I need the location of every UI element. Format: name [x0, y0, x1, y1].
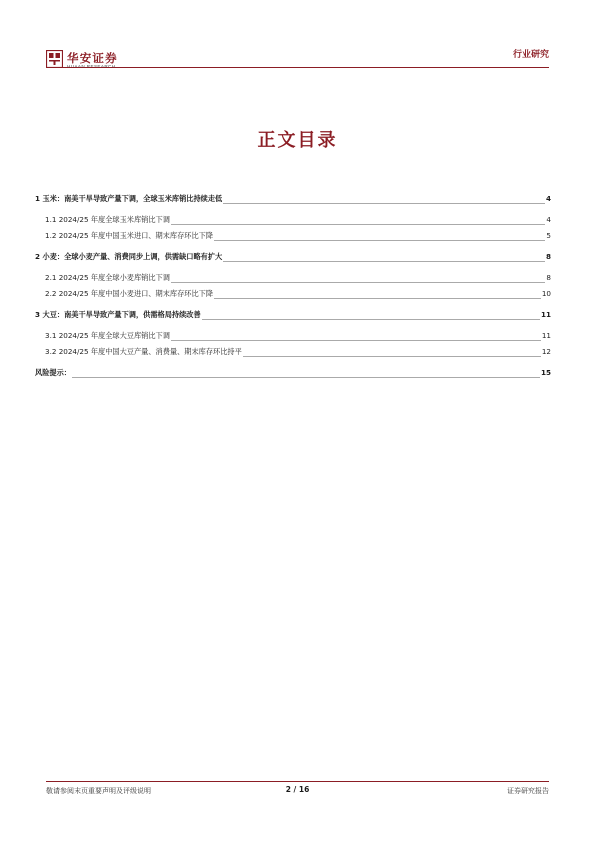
toc-entry-label: 2 小麦：全球小麦产量、消费同步上调，供需缺口略有扩大	[35, 252, 223, 261]
toc-entry-label: 2.1 2024/25 年度全球小麦库销比下调	[45, 273, 170, 282]
dot-leader	[214, 298, 541, 299]
table-of-contents	[35, 194, 551, 381]
logo-text-cn: 华安证券	[67, 51, 118, 65]
toc-entry-page: 8	[546, 273, 551, 282]
header-divider	[46, 67, 549, 68]
toc-entry-label: 3 大豆：南美干旱导致产量下调，供需格局持续改善	[35, 310, 201, 319]
toc-title: 正文目录	[257, 130, 338, 151]
dot-leader	[223, 203, 545, 204]
toc-entry-page: 15	[540, 368, 551, 377]
toc-entry-section-3-2[interactable]	[35, 347, 551, 360]
toc-entry-section-2-2[interactable]	[35, 289, 551, 302]
company-logo	[46, 49, 126, 73]
toc-entry-page: 10	[541, 289, 551, 298]
dot-leader	[171, 282, 545, 283]
toc-entry-label: 1.1 2024/25 年度全球玉米库销比下调	[45, 215, 170, 224]
dot-leader	[223, 261, 545, 262]
toc-entry-section-2[interactable]	[35, 252, 551, 265]
dot-leader	[72, 377, 540, 378]
seal-icon	[46, 50, 63, 68]
dot-leader	[243, 356, 541, 357]
dot-leader	[202, 319, 540, 320]
toc-entry-section-3-1[interactable]	[35, 331, 551, 344]
dot-leader	[214, 240, 545, 241]
toc-entry-section-1[interactable]	[35, 194, 551, 207]
toc-entry-section-1-1[interactable]	[35, 215, 551, 228]
toc-entry-page: 11	[541, 331, 551, 340]
footer-divider	[46, 781, 549, 782]
footer-disclaimer: 敬请参阅末页重要声明及评级说明	[46, 787, 151, 795]
page-indicator: 2 / 16	[285, 785, 310, 794]
toc-entry-label: 3.2 2024/25 年度中国大豆产量、消费量、期末库存环比持平	[45, 347, 242, 356]
toc-entry-page: 4	[545, 194, 551, 203]
toc-entry-section-1-2[interactable]	[35, 231, 551, 244]
logo-text-en: HUAAN RESEARCH	[67, 64, 116, 69]
toc-entry-page: 5	[546, 231, 551, 240]
toc-entry-label: 3.1 2024/25 年度全球大豆库销比下调	[45, 331, 170, 340]
dot-leader	[171, 340, 541, 341]
toc-entry-page: 4	[546, 215, 551, 224]
footer-report-type: 证券研究报告	[507, 787, 549, 795]
toc-entry-label: 2.2 2024/25 年度中国小麦进口、期末库存环比下降	[45, 289, 214, 298]
toc-entry-label: 风险提示：	[35, 368, 71, 377]
toc-entry-label: 1.2 2024/25 年度中国玉米进口、期末库存环比下降	[45, 231, 214, 240]
toc-entry-label: 1 玉米：南美干旱导致产量下调，全球玉米库销比持续走低	[35, 194, 223, 203]
toc-entry-risk[interactable]	[35, 368, 551, 381]
dot-leader	[171, 224, 545, 225]
toc-entry-section-2-1[interactable]	[35, 273, 551, 286]
toc-entry-page: 8	[545, 252, 551, 261]
toc-entry-section-3[interactable]	[35, 310, 551, 323]
toc-entry-page: 12	[541, 347, 551, 356]
document-type-label: 行业研究	[512, 50, 549, 60]
toc-entry-page: 11	[540, 310, 551, 319]
